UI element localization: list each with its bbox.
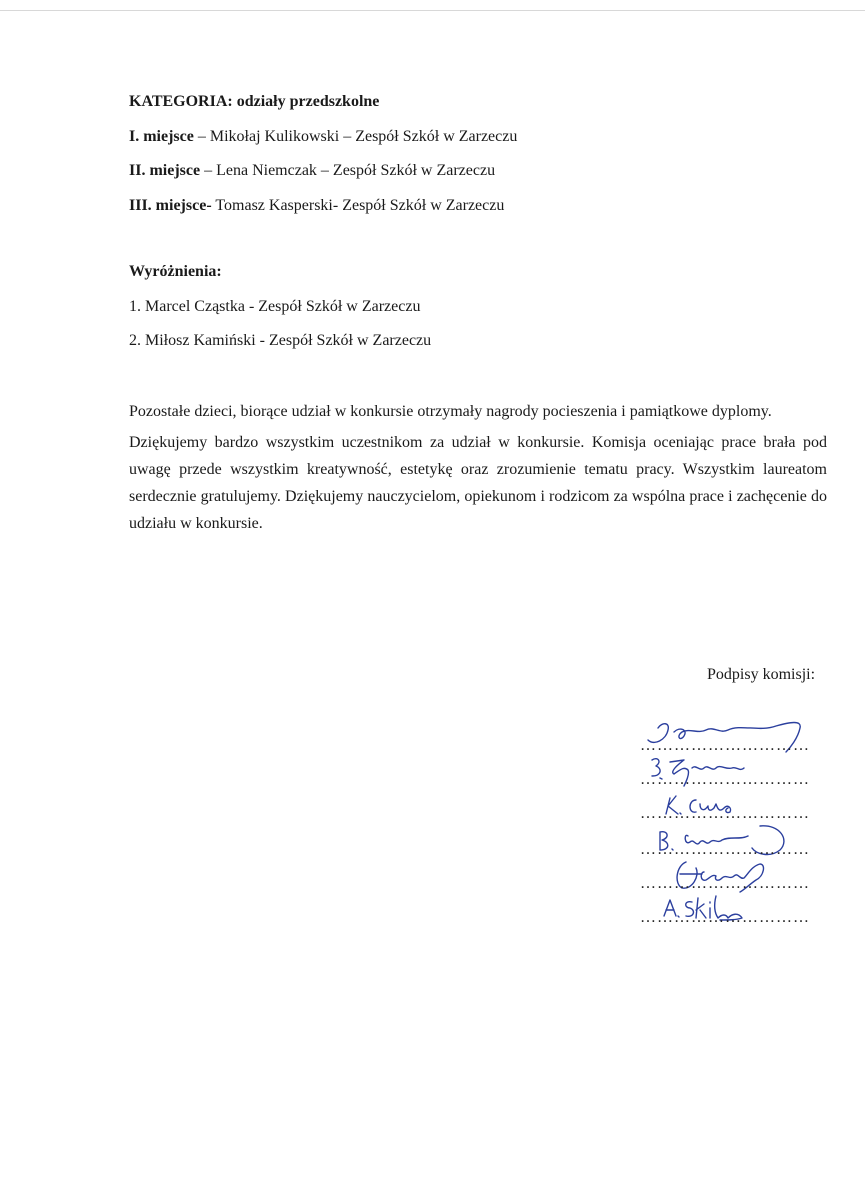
- signature-line-2: [640, 752, 826, 788]
- signatures-label: Podpisy komisji:: [707, 666, 816, 683]
- category-label: KATEGORIA:: [129, 93, 233, 110]
- place-label: III. miejsce-: [129, 197, 212, 214]
- signature-line-4: [640, 822, 826, 858]
- place-label: I. miejsce: [129, 128, 194, 145]
- signature-dots: …………………………: [640, 909, 810, 926]
- place-winner: Tomasz Kasperski- Zespół Szkół w Zarzeczu: [215, 197, 505, 214]
- place-third: [129, 196, 504, 216]
- closing-text: [129, 398, 827, 537]
- place-winner: Lena Niemczak – Zespół Szkół w Zarzeczu: [216, 162, 496, 179]
- place-first: [129, 127, 517, 147]
- place-second: [129, 161, 495, 181]
- closing-lead: Pozostałe dzieci, biorące udział w konkursie otrzymały nagrody pocieszenia i pamiątkowe dyplomy.: [129, 403, 772, 420]
- distinction-item: 2. Miłosz Kamiński - Zespół Szkół w Zarzeczu: [129, 332, 432, 349]
- signature-dots: …………………………: [640, 875, 810, 892]
- distinction-item: 1. Marcel Cząstka - Zespół Szkół w Zarzeczu: [129, 298, 421, 315]
- category-heading: [129, 92, 379, 112]
- place-winner: Mikołaj Kulikowski – Zespół Szkół w Zarzeczu: [209, 128, 518, 145]
- signature-line-6: [640, 890, 826, 926]
- category-name: odziały przedszkolne: [236, 93, 380, 110]
- place-separator: –: [193, 128, 210, 145]
- signature-line-1: [640, 718, 826, 754]
- place-separator: –: [200, 162, 217, 179]
- signature-dots: …………………………: [640, 771, 810, 788]
- place-label: II. miejsce: [129, 162, 201, 179]
- signature-dots: …………………………: [640, 841, 810, 858]
- signature-dots: …………………………: [640, 805, 810, 822]
- signature-line-3: [640, 786, 826, 822]
- distinctions-heading: Wyróżnienia:: [129, 263, 222, 280]
- closing-body: Dziękujemy bardzo wszystkim uczestnikom za udział w konkursie. Komisja oceniając prace brała pod uwagę przede wszystkim kreatywność, estetykę oraz zrozumienie tematu pracy. Wszystkim laureatom serdecznie gratulujemy. Dziękujemy nauczycielom, opiekunom i rodzicom za wspólna prace i zachęcenie do udziału w konkursie.: [129, 434, 827, 532]
- signature-dots: …………………………: [640, 737, 810, 754]
- signature-line-5: [640, 856, 826, 892]
